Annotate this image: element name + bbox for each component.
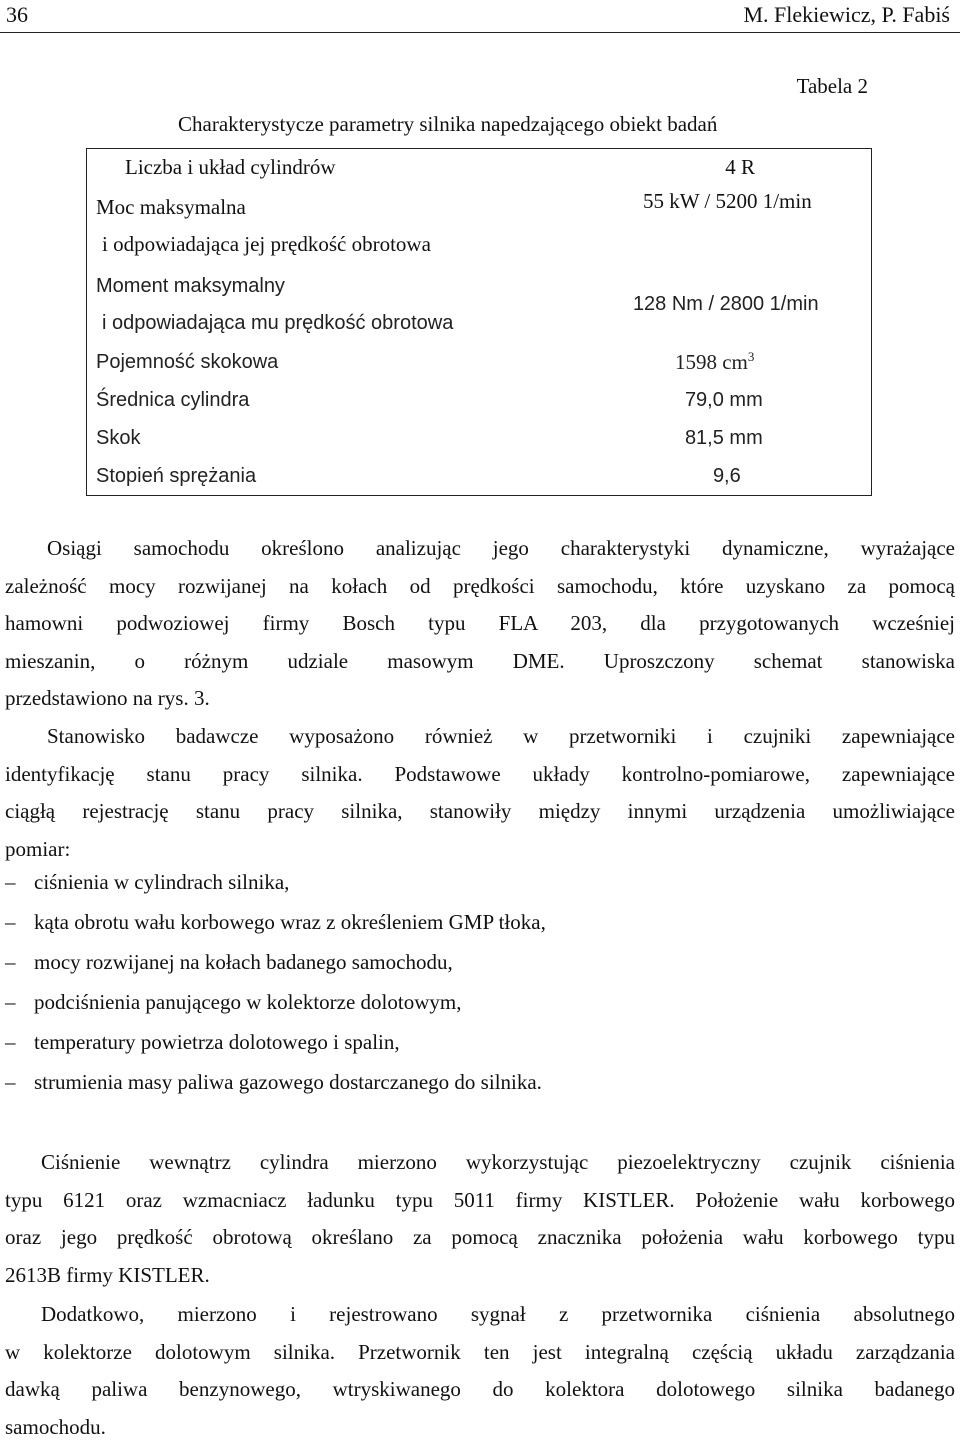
table-row	[87, 343, 872, 381]
row-name: Liczba i układ cylindrów	[125, 154, 336, 179]
row-name-line: Moc maksymalna	[96, 194, 246, 219]
text-line: hamowni podwoziowej firmy Bosch typu FLA 203, dla przygotowanych wcześniej	[5, 611, 955, 636]
row-value: 55 kW / 5200 1/min	[642, 189, 812, 213]
text-line: Ciśnienie wewnątrz cylindra mierzono wykorzystując piezoelektryczny czujnik ciśnienia	[41, 1150, 955, 1174]
list-item-text: temperatury powietrza dolotowego i spalin,	[34, 1030, 400, 1054]
row-name-line: Moment maksymalny	[96, 274, 285, 297]
row-name	[87, 185, 517, 266]
row-value-text: 1598 cm	[674, 350, 748, 374]
list-item-text: ciśnienia w cylindrach silnika,	[34, 870, 290, 894]
row-name-line: i odpowiadająca mu prędkość obrotowa	[102, 311, 454, 334]
dash-marker: –	[5, 990, 16, 1014]
page-header	[0, 0, 960, 33]
text-line: samochodu.	[5, 1414, 106, 1439]
row-name: Pojemność skokowa	[96, 350, 279, 373]
paragraph-performance	[5, 530, 955, 718]
text-line: Dodatkowo, mierzono i rejestrowano sygnał z przetwornika ciśnienia absolutnego	[41, 1302, 955, 1326]
dash-marker: –	[5, 870, 16, 894]
row-value: 4 R	[725, 154, 755, 179]
text-line: zależność mocy rozwijanej na kołach od prędkości samochodu, które uzyskano za pomocą	[5, 573, 955, 598]
table-label: Tabela 2	[796, 74, 868, 98]
list-item-text: kąta obrotu wału korbowego wraz z określeniem GMP tłoka,	[34, 910, 546, 934]
text-line: w kolektorze dolotowym silnika. Przetwornik ten jest integralną częścią układu zarządzania	[5, 1339, 955, 1364]
table-row	[87, 457, 872, 496]
list-item-text: mocy rozwijanej na kołach badanego samochodu,	[34, 950, 453, 974]
text-line: identyfikację stanu pracy silnika. Podstawowe układy kontrolno-pomiarowe, zapewniające	[5, 761, 955, 786]
dash-marker: –	[5, 950, 16, 974]
text-line: oraz jego prędkość obrotową określano za pomocą znacznika położenia wału korbowego typu	[5, 1225, 955, 1250]
table-row	[87, 149, 872, 186]
table-row	[87, 266, 872, 343]
paragraph-test-stand	[5, 718, 955, 868]
list-item-text: podciśnienia panującego w kolektorze dolotowym,	[34, 990, 462, 1014]
text-line: pomiar:	[5, 836, 71, 861]
row-name: Średnica cylindra	[96, 388, 250, 411]
dash-marker: –	[5, 1030, 16, 1054]
row-name-line: i odpowiadająca jej prędkość obrotowa	[102, 231, 431, 256]
table-row	[87, 381, 872, 419]
row-name: Skok	[96, 426, 141, 449]
row-value	[517, 343, 872, 381]
table-caption: Charakterystycze parametry silnika napedzającego obiekt badań	[178, 112, 718, 136]
engine-parameters-table	[86, 148, 872, 496]
paragraph-intake-pressure	[5, 1296, 955, 1446]
list-item-text: strumienia masy paliwa gazowego dostarczanego do silnika.	[34, 1070, 542, 1094]
text-line: typu 6121 oraz wzmacniacz ładunku typu 5011 firmy KISTLER. Położenie wału korbowego	[5, 1187, 955, 1212]
text-line: dawką paliwa benzynowego, wtryskiwanego do kolektora dolotowego silnika badanego	[5, 1377, 955, 1402]
dash-marker: –	[5, 1070, 16, 1094]
paragraph-pressure-sensor	[5, 1144, 955, 1294]
text-line: mieszanin, o różnym udziale masowym DME. Uproszczony schemat stanowiska	[5, 648, 955, 673]
row-value: 79,0 mm	[684, 388, 763, 411]
text-line: 2613B firmy KISTLER.	[5, 1262, 210, 1287]
text-line: przedstawiono na rys. 3.	[5, 686, 210, 711]
page-number: 36	[6, 2, 28, 27]
text-line: ciągłą rejestrację stanu pracy silnika, stanowiły między innymi urządzenia umożliwiające	[5, 799, 955, 824]
dash-marker: –	[5, 910, 16, 934]
text-line: Osiągi samochodu określono analizując jego charakterystyki dynamiczne, wyrażające	[47, 536, 955, 560]
row-name	[87, 266, 517, 343]
running-head-authors: M. Flekiewicz, P. Fabiś	[743, 2, 950, 27]
row-value: 81,5 mm	[684, 426, 763, 449]
table-row	[87, 185, 872, 266]
row-value: 9,6	[712, 464, 741, 487]
superscript: 3	[747, 349, 755, 364]
table-row	[87, 419, 872, 457]
text-line: Stanowisko badawcze wyposażono również w przetworniki i czujniki zapewniające	[47, 724, 955, 748]
row-value: 128 Nm / 2800 1/min	[632, 293, 819, 315]
row-name: Stopień sprężania	[96, 464, 257, 487]
